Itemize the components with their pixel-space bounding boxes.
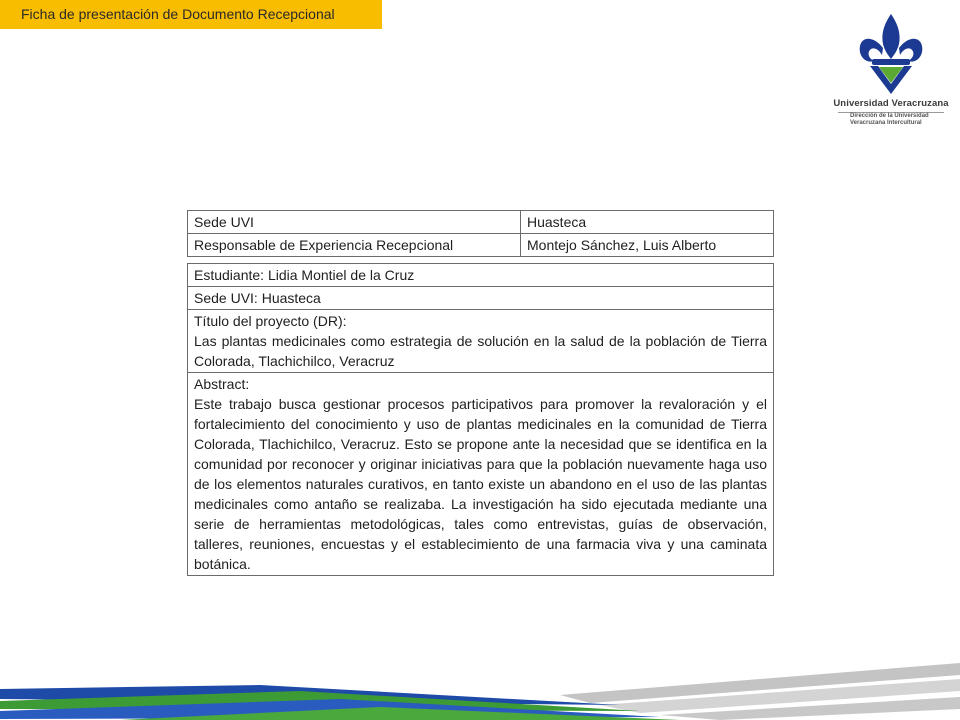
project-title-text: Las plantas medicinales como estrategia de solución en la salud de la población de Tierra Colorada, Tlachichilco, Veracruz: [194, 333, 767, 369]
info-label-sede: Sede UVI: [188, 211, 521, 234]
abstract-label: Abstract:: [194, 376, 250, 392]
fleur-de-lis-icon: [858, 12, 924, 96]
university-logo: [828, 12, 954, 144]
header-banner: [0, 0, 382, 29]
info-value-sede: Huasteca: [521, 211, 774, 234]
abstract-row: [188, 373, 774, 576]
logo-university-name: Universidad Veracruzana: [833, 98, 949, 109]
student-row: [188, 264, 774, 287]
student-sede: Sede UVI: Huasteca: [188, 287, 774, 310]
info-row-responsable: [188, 234, 774, 257]
project-title-row: [188, 310, 774, 373]
sede-row: [188, 287, 774, 310]
info-label-responsable: Responsable de Experiencia Recepcional: [188, 234, 521, 257]
info-row-sede: [188, 211, 774, 234]
student-name: Estudiante: Lidia Montiel de la Cruz: [188, 264, 774, 287]
project-title-label: Título del proyecto (DR):: [194, 313, 347, 329]
logo-subtitle-line-1: Dirección de la Universidad: [850, 113, 929, 119]
info-table: [187, 210, 774, 257]
logo-subtitle-line-2: Veracruzana Intercultural: [850, 120, 922, 126]
abstract-cell: [188, 373, 774, 576]
abstract-text: Este trabajo busca gestionar procesos participativos para promover la revaloración y el fortalecimiento del conocimiento y uso de plantas medicinales en la comunidad de Tierra Colorada, Tlachichilco, Veracruz. Esto se propone ante la necesidad que se identifica en la comunidad por reconocer y originar iniciativas para que la población nuevamente haga uso de los elementos naturales curativos, en tanto existe un abandono en el uso de las plantas medicinales como antaño se realizaba. La investigación ha sido ejecutada mediante una serie de herramientas metodológicas, tales como entrevistas, guías de observación, talleres, reuniones, encuestas y el establecimiento de una farmacia viva y una caminata botánica.: [194, 396, 767, 572]
project-title-cell: [188, 310, 774, 373]
student-table: [187, 263, 774, 576]
header-title: Ficha de presentación de Documento Recepcional: [21, 6, 335, 22]
logo-subtitle: [850, 113, 950, 127]
info-value-responsable: Montejo Sánchez, Luis Alberto: [521, 234, 774, 257]
footer-stripes: [0, 655, 960, 720]
